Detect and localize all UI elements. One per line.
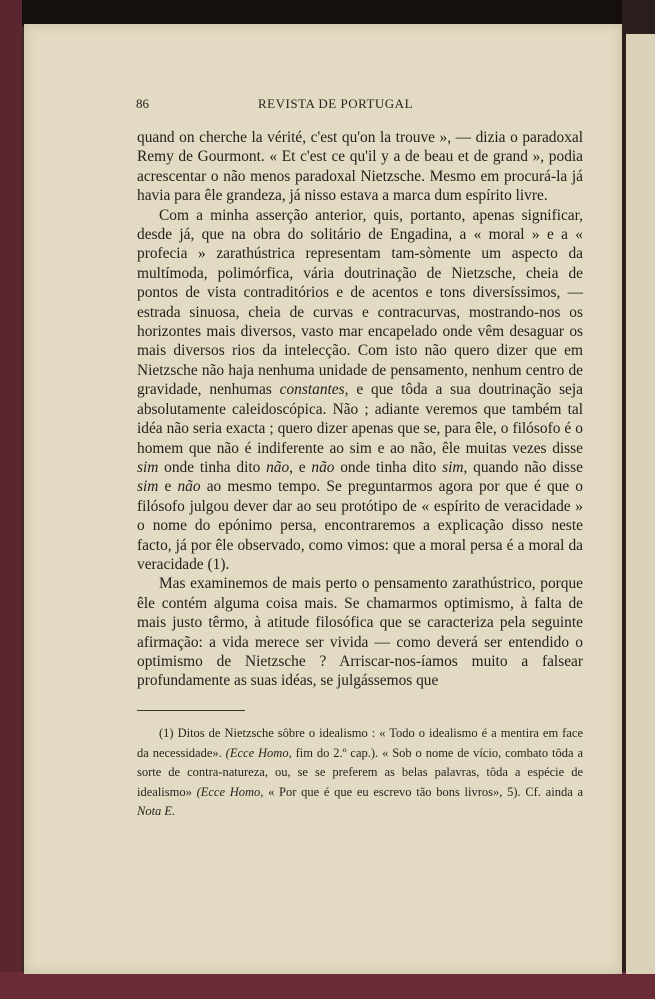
text-run: e [293,458,312,476]
paragraph-2 [137,206,583,575]
italic-term: sim [137,478,159,496]
adjacent-page-edge [626,34,655,974]
italic-term: constantes, [279,381,349,399]
italic-title: (Ecce Homo, [225,745,292,760]
scan-backdrop-top [0,0,655,26]
scan-backdrop-left [0,0,22,999]
body-text [137,128,583,691]
text-run: Com a minha asserção anterior, quis, portanto, apenas significar, desde já, que na obra do solitário de Engadina, a « moral » e a « profecia » zarathústrica representam tam-sòmente um aspecto da multímoda, polimórfica, vária doutrinação de Nietzsche, cheia de pontos de vista contraditórios e de acentos e tons diversíssimos, — estrada sinuosa, cheia de curvas e contracurvas, mostrando-nos os horizontes mais diversos, vasto mar encapelado onde vêm desaguar os mais diversos rios da intelecção. Com isto não quero dizer que em Nietzsche não haja nenhuma unidade de pensamento, nenhum centro de gravidade, nenhumas [137,206,583,399]
italic-term: não [177,478,201,496]
text-run: « Por que é que eu escrevo tão bons livros», 5). Cf. ainda a [263,784,583,799]
text-run: onde tinha dito [158,458,267,476]
text-run: fim do 2.º cap.). « Sob o nome de vício, combato tôda a sorte de contra-natureza, ou, se se preferem as belas palavras, tôda a espécie de idealismo» [137,745,584,799]
footnote-marker: (1) [159,726,174,740]
scan-backdrop-bottom [0,972,655,999]
italic-title: Nota E. [137,804,176,819]
footnote-divider [137,710,245,711]
page-number: 86 [136,96,149,111]
italic-term: não [311,458,335,476]
italic-term: não, [266,458,294,476]
text-run: quando não disse [467,458,583,476]
italic-term: sim, [442,458,468,476]
running-title: REVISTA DE PORTUGAL [258,96,414,111]
paragraph-3: Mas examinemos de mais perto o pensamento zarathústrico, porque êle contém alguma coisa mais. Se chamarmos optimismo, à falta de mais justo têrmo, à atitude filosófica que se caracteriza pela seguinte afirmação: a vida merece ser vivida — como deverá ser entendido o optimismo de Nietzsche ? Arriscar-nos-íamos muito a falsear profundamente as suas idéas, se julgássemos que [137,575,583,690]
footnote-reference: (1) [207,555,226,573]
running-header [136,96,586,118]
italic-term: sim [137,458,159,476]
paragraph-1: quand on cherche la vérité, c'est qu'on la trouve », — dizia o paradoxal Remy de Gourmont. « Et c'est ce qu'il y a de beau et de grand », podia acrescentar o não menos paradoxal Nietzsche. Mesmo em procurá-la já havia para êle grandeza, já nisso estava a marca dum espírito livre. [137,129,583,205]
italic-title: (Ecce Homo, [196,784,264,799]
text-run: onde tinha dito [334,458,443,476]
text-run: . [225,555,230,573]
text-run: Ditos de Nietzsche sôbre o idealismo : « Todo o idealismo é a mentira em face da necessidade». [137,726,583,760]
text-run: e [158,478,178,496]
text-run: e que tôda a sua doutrinação seja absolutamente caleidoscópica. Não ; adiante veremos que também tal idéa não seria exacta ; quero dizer apenas que se, para êle, o filósofo é o homem que não é indiferente ao sim e ao não, êle muitas vezes disse [137,381,583,457]
text-run: ao mesmo tempo. Se preguntarmos agora por que é que o filósofo julgou dever dar ao seu protótipo de « espírito de veracidade » o nome do epónimo persa, encontraremos a explicação disso neste facto, já por êle observado, como vimos: que a moral persa é a moral da veracidade [137,478,583,573]
footnote [137,724,583,822]
